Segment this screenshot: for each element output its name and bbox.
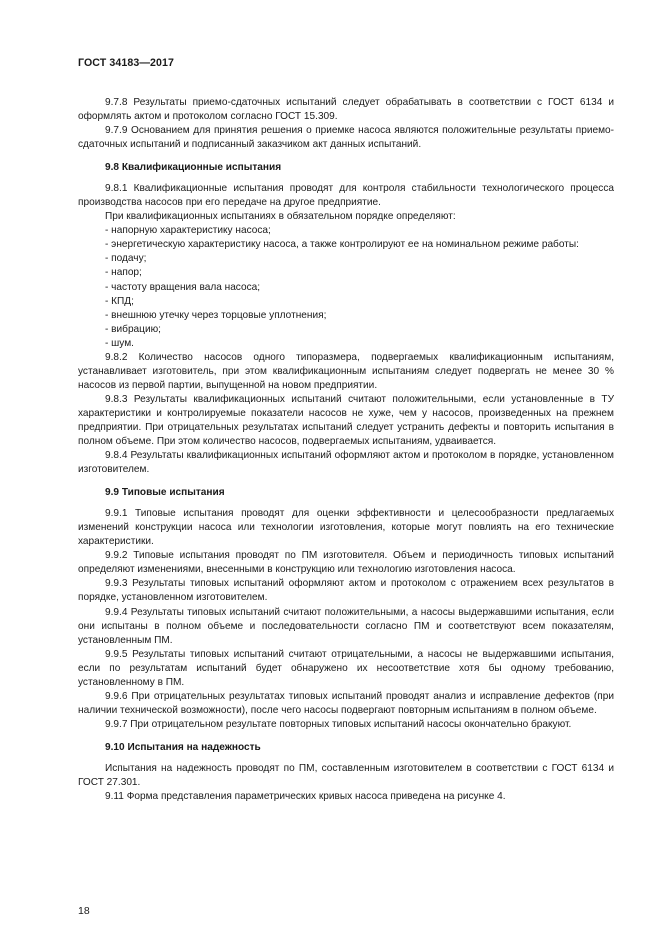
clause-9-8-3: 9.8.3 Результаты квалификационных испытаний считают положительными, если установленные в ТУ характеристики и контролируемые показатели насосов не хуже, чем у насосов, произведенных на прежнем предприятии. При отрицательных результатах испытаний следует устранить дефекты и повторить испытания в полном объеме. При этом количество насосов, подвергаемых испытаниям, удваивается. bbox=[78, 393, 614, 448]
clause-9-9-1: 9.9.1 Типовые испытания проводят для оценки эффективности и целесообразности предлагаемых изменений конструкции насоса или технологии изготовления, которые могут повлиять на его технические характеристики. bbox=[78, 508, 614, 548]
document-body bbox=[78, 89, 614, 804]
list-item: - частоту вращения вала насоса; bbox=[105, 281, 261, 293]
clause-9-9-2: 9.9.2 Типовые испытания проводят по ПМ изготовителя. Объем и периодичность типовых испытаний определяют изменениями, внесенными в конструкцию или технологию изготовления насоса. bbox=[78, 550, 614, 576]
clause-9-9-5: 9.9.5 Результаты типовых испытаний считают отрицательными, а насосы не выдержавшими испытания, если по результатам испытаний будет обнаружено их несоответствие хотя бы одному требованию, установленному в ПМ. bbox=[78, 648, 614, 688]
list-item: - подачу; bbox=[105, 253, 147, 265]
clause-9-9-6: 9.9.6 При отрицательных результатах типовых испытаний проводят анализ и исправление дефектов (при наличии технической возможности), после чего насосы подвергают повторным испытаниям в полном объеме. bbox=[78, 690, 614, 716]
clause-9-11: 9.11 Форма представления параметрических кривых насоса приведена на рисунке 4. bbox=[105, 791, 506, 803]
document-header: ГОСТ 34183—2017 bbox=[78, 57, 175, 69]
list-item: - энергетическую характеристику насоса, а также контролируют ее на номинальном режиме работы: bbox=[105, 239, 579, 251]
list-item: - напорную характеристику насоса; bbox=[105, 225, 271, 237]
page-number: 18 bbox=[78, 905, 90, 917]
list-item: - КПД; bbox=[105, 295, 134, 307]
clause-9-7-9: 9.7.9 Основанием для принятия решения о приемке насоса являются положительные результаты приемо-сдаточных испытаний и подписанный заказчиком акт данных испытаний. bbox=[78, 125, 614, 151]
list-item: - напор; bbox=[105, 267, 142, 279]
clause-9-10-text: Испытания на надежность проводят по ПМ, составленным изготовителем в соответствии с ГОСТ 6134 и ГОСТ 27.301. bbox=[78, 762, 614, 788]
list-item: - внешнюю утечку через торцовые уплотнения; bbox=[105, 309, 327, 321]
clause-9-8-2: 9.8.2 Количество насосов одного типоразмера, подвергаемых квалификационным испытаниям, устанавливает изготовитель, при этом квалификационным испытаниям следует подвергать не менее 30 % насосов из первой партии, выпущенной на новом предприятии. bbox=[78, 351, 614, 391]
section-heading-9-9: 9.9 Типовые испытания bbox=[105, 487, 225, 499]
section-heading-9-10: 9.10 Испытания на надежность bbox=[105, 741, 261, 753]
clause-9-8-4: 9.8.4 Результаты квалификационных испытаний оформляют актом и протоколом в порядке, установленном изготовителем. bbox=[78, 450, 614, 476]
clause-9-7-8: 9.7.8 Результаты приемо-сдаточных испытаний следует обрабатывать в соответствии с ГОСТ 6134 и оформлять актом и протоколом согласно ГОСТ 15.309. bbox=[78, 97, 614, 123]
section-heading-9-8: 9.8 Квалификационные испытания bbox=[105, 162, 282, 174]
clause-9-9-3: 9.9.3 Результаты типовых испытаний оформляют актом и протоколом с отражением всех результатов в порядке, установленном изготовителем. bbox=[78, 578, 614, 604]
list-item: - вибрацию; bbox=[105, 323, 161, 335]
clause-9-8-1: 9.8.1 Квалификационные испытания проводят для контроля стабильности технологического процесса производства насосов при его передаче на другое предприятие. bbox=[78, 183, 614, 209]
list-intro: При квалификационных испытаниях в обязательном порядке определяют: bbox=[105, 211, 456, 223]
clause-9-9-7: 9.9.7 При отрицательном результате повторных типовых испытаний насосы окончательно бракуют. bbox=[105, 718, 572, 730]
clause-9-9-4: 9.9.4 Результаты типовых испытаний считают положительными, а насосы выдержавшими испытания, если они испытаны в полном объеме и последовательности согласно ПМ и соответствуют всем показателям, установленным ПМ. bbox=[78, 606, 614, 646]
list-item: - шум. bbox=[105, 337, 134, 349]
